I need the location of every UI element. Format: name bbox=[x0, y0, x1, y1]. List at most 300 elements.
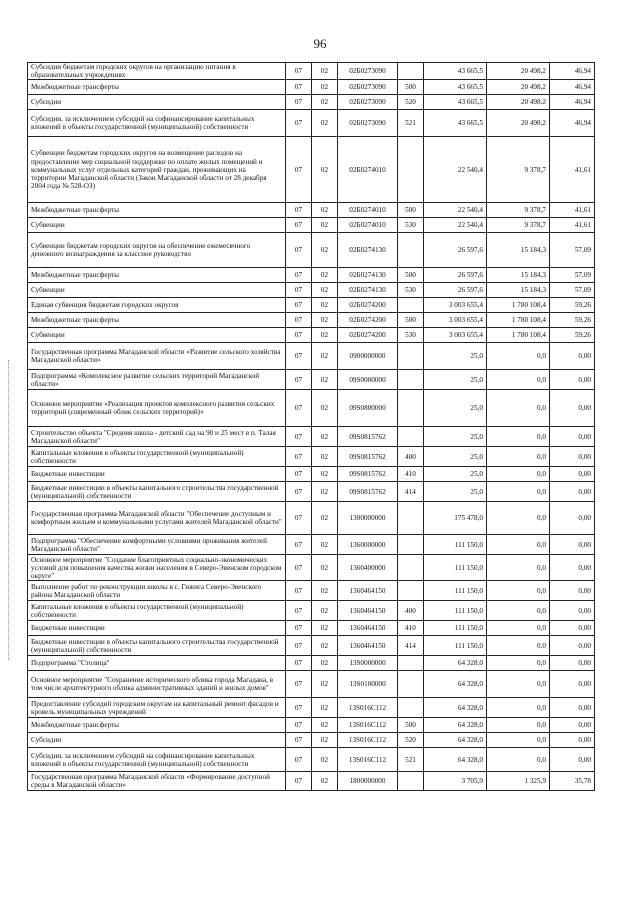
row-pct: 46,94 bbox=[550, 110, 595, 137]
row-pct: 59,26 bbox=[550, 328, 595, 343]
row-plan: 3 705,9 bbox=[424, 772, 487, 791]
row-pr: 02 bbox=[312, 298, 338, 313]
row-csr: 1300000000 bbox=[338, 502, 398, 535]
row-pct: 0,00 bbox=[550, 621, 595, 636]
row-plan: 25,0 bbox=[424, 467, 487, 482]
row-rz: 07 bbox=[286, 203, 312, 218]
table-row bbox=[28, 502, 595, 535]
table-row bbox=[28, 772, 595, 791]
row-plan: 111 150,0 bbox=[424, 555, 487, 581]
row-exec: 15 184,3 bbox=[487, 283, 550, 298]
row-exec: 0,0 bbox=[487, 390, 550, 427]
row-rz: 07 bbox=[286, 298, 312, 313]
table-row bbox=[28, 698, 595, 718]
row-pr: 02 bbox=[312, 698, 338, 718]
row-pct: 0,00 bbox=[550, 535, 595, 555]
row-name: Выполнение работ по реконструкции школы в с. Гижига Северо-Эвенского района Магаданской области bbox=[28, 581, 286, 601]
row-rz: 07 bbox=[286, 636, 312, 656]
row-rz: 07 bbox=[286, 482, 312, 502]
row-csr: 13S016C112 bbox=[338, 698, 398, 718]
row-csr: 02Б0273090 bbox=[338, 80, 398, 95]
row-pr: 02 bbox=[312, 581, 338, 601]
row-csr: 1360464150 bbox=[338, 581, 398, 601]
row-exec: 0,0 bbox=[487, 621, 550, 636]
budget-table bbox=[27, 62, 595, 791]
row-rz: 07 bbox=[286, 621, 312, 636]
row-name: Межбюджетные трансферты bbox=[28, 203, 286, 218]
row-exec: 20 498,2 bbox=[487, 95, 550, 110]
row-exec: 0,0 bbox=[487, 502, 550, 535]
row-pr: 02 bbox=[312, 621, 338, 636]
table-row bbox=[28, 555, 595, 581]
row-pct: 0,00 bbox=[550, 718, 595, 733]
row-exec: 1 780 108,4 bbox=[487, 298, 550, 313]
row-rz: 07 bbox=[286, 733, 312, 748]
row-plan: 22 540,4 bbox=[424, 218, 487, 233]
row-vr: 530 bbox=[398, 328, 424, 343]
row-pct: 0,00 bbox=[550, 482, 595, 502]
row-plan: 64 328,0 bbox=[424, 698, 487, 718]
row-pr: 02 bbox=[312, 502, 338, 535]
row-plan: 26 597,6 bbox=[424, 283, 487, 298]
row-plan: 25,0 bbox=[424, 482, 487, 502]
row-rz: 07 bbox=[286, 748, 312, 772]
row-csr: 09S0800000 bbox=[338, 390, 398, 427]
row-csr: 02Б0274200 bbox=[338, 298, 398, 313]
row-vr: 500 bbox=[398, 313, 424, 328]
row-name: Подпрограмма "Обеспечение комфортными условиями проживания жителей Магаданской области" bbox=[28, 535, 286, 555]
row-vr: 500 bbox=[398, 80, 424, 95]
row-pct: 0,00 bbox=[550, 555, 595, 581]
table-row bbox=[28, 656, 595, 671]
row-name: Основное мероприятие "Создание благоприятных социально-экономических условий для повышения качества жизни населения в Северо-Эвенском городском округе" bbox=[28, 555, 286, 581]
table-row bbox=[28, 636, 595, 656]
row-name: Субсидии, за исключением субсидий на софинансирование капитальных вложений в объекты государственной (муниципальной) собственности bbox=[28, 110, 286, 137]
row-plan: 26 597,6 bbox=[424, 268, 487, 283]
table-row bbox=[28, 390, 595, 427]
row-pr: 02 bbox=[312, 95, 338, 110]
row-exec: 0,0 bbox=[487, 601, 550, 621]
row-vr bbox=[398, 502, 424, 535]
row-pr: 02 bbox=[312, 283, 338, 298]
row-vr: 521 bbox=[398, 748, 424, 772]
row-pct: 46,94 bbox=[550, 80, 595, 95]
row-exec: 20 498,2 bbox=[487, 110, 550, 137]
row-vr bbox=[398, 233, 424, 268]
row-csr: 1360464150 bbox=[338, 621, 398, 636]
table-row bbox=[28, 313, 595, 328]
row-pr: 02 bbox=[312, 671, 338, 698]
row-rz: 07 bbox=[286, 447, 312, 467]
row-csr: 13S0100000 bbox=[338, 671, 398, 698]
row-vr bbox=[398, 698, 424, 718]
row-pct: 0,00 bbox=[550, 656, 595, 671]
row-pr: 02 bbox=[312, 482, 338, 502]
row-exec: 9 378,7 bbox=[487, 137, 550, 203]
row-csr: 02Б0274200 bbox=[338, 328, 398, 343]
row-vr bbox=[398, 298, 424, 313]
row-vr: 400 bbox=[398, 601, 424, 621]
row-rz: 07 bbox=[286, 502, 312, 535]
row-vr: 520 bbox=[398, 95, 424, 110]
row-plan: 25,0 bbox=[424, 390, 487, 427]
row-pr: 02 bbox=[312, 328, 338, 343]
row-rz: 07 bbox=[286, 218, 312, 233]
row-pct: 41,61 bbox=[550, 218, 595, 233]
row-pr: 02 bbox=[312, 343, 338, 370]
table-row bbox=[28, 671, 595, 698]
row-vr bbox=[398, 656, 424, 671]
row-exec: 0,0 bbox=[487, 671, 550, 698]
row-pct: 0,00 bbox=[550, 601, 595, 621]
row-rz: 07 bbox=[286, 718, 312, 733]
row-exec: 0,0 bbox=[487, 733, 550, 748]
row-vr: 500 bbox=[398, 718, 424, 733]
row-csr: 1360464150 bbox=[338, 601, 398, 621]
row-exec: 0,0 bbox=[487, 467, 550, 482]
table-row bbox=[28, 203, 595, 218]
row-rz: 07 bbox=[286, 390, 312, 427]
row-csr: 0900000000 bbox=[338, 343, 398, 370]
row-plan: 175 478,0 bbox=[424, 502, 487, 535]
row-pct: 41,61 bbox=[550, 137, 595, 203]
row-rz: 07 bbox=[286, 233, 312, 268]
row-pr: 02 bbox=[312, 601, 338, 621]
row-pr: 02 bbox=[312, 772, 338, 791]
row-pct: 0,00 bbox=[550, 636, 595, 656]
table-row bbox=[28, 535, 595, 555]
row-pct: 0,00 bbox=[550, 581, 595, 601]
row-plan: 3 003 655,4 bbox=[424, 298, 487, 313]
table-row bbox=[28, 95, 595, 110]
row-pr: 02 bbox=[312, 467, 338, 482]
row-exec: 0,0 bbox=[487, 581, 550, 601]
table-row bbox=[28, 601, 595, 621]
row-name: Государственная программа Магаданской области «Развитие сельского хозяйства Магаданской области» bbox=[28, 343, 286, 370]
row-vr bbox=[398, 343, 424, 370]
row-csr: 02Б0273090 bbox=[338, 110, 398, 137]
row-pr: 02 bbox=[312, 110, 338, 137]
row-rz: 07 bbox=[286, 268, 312, 283]
row-vr bbox=[398, 390, 424, 427]
row-pct: 0,00 bbox=[550, 343, 595, 370]
row-pct: 35,78 bbox=[550, 772, 595, 791]
row-csr: 02Б0273090 bbox=[338, 95, 398, 110]
table-row bbox=[28, 581, 595, 601]
row-pr: 02 bbox=[312, 555, 338, 581]
row-pr: 02 bbox=[312, 233, 338, 268]
row-pr: 02 bbox=[312, 427, 338, 447]
row-rz: 07 bbox=[286, 137, 312, 203]
row-csr: 1800000000 bbox=[338, 772, 398, 791]
row-name: Бюджетные инвестиции bbox=[28, 621, 286, 636]
row-vr bbox=[398, 535, 424, 555]
row-plan: 43 665,5 bbox=[424, 80, 487, 95]
row-pct: 0,00 bbox=[550, 467, 595, 482]
row-exec: 0,0 bbox=[487, 656, 550, 671]
row-pr: 02 bbox=[312, 218, 338, 233]
row-rz: 07 bbox=[286, 63, 312, 80]
row-exec: 0,0 bbox=[487, 482, 550, 502]
row-pct: 0,00 bbox=[550, 502, 595, 535]
row-plan: 111 150,0 bbox=[424, 636, 487, 656]
row-name: Подпрограмма «Комплексное развитие сельских территорий Магаданской области» bbox=[28, 370, 286, 390]
row-pr: 02 bbox=[312, 63, 338, 80]
row-csr: 02Б0274010 bbox=[338, 218, 398, 233]
row-pr: 02 bbox=[312, 203, 338, 218]
table-row bbox=[28, 283, 595, 298]
row-vr: 521 bbox=[398, 110, 424, 137]
row-csr: 1360400000 bbox=[338, 555, 398, 581]
table-row bbox=[28, 343, 595, 370]
row-exec: 1 325,9 bbox=[487, 772, 550, 791]
row-rz: 07 bbox=[286, 601, 312, 621]
row-pct: 57,09 bbox=[550, 233, 595, 268]
row-plan: 111 150,0 bbox=[424, 601, 487, 621]
row-csr: 09S0815762 bbox=[338, 467, 398, 482]
row-pr: 02 bbox=[312, 636, 338, 656]
row-vr: 400 bbox=[398, 447, 424, 467]
row-csr: 02Б0273090 bbox=[338, 63, 398, 80]
table-row bbox=[28, 482, 595, 502]
row-pct: 46,94 bbox=[550, 63, 595, 80]
row-csr: 13S0000000 bbox=[338, 656, 398, 671]
row-name: Межбюджетные трансферты bbox=[28, 313, 286, 328]
row-vr: 530 bbox=[398, 218, 424, 233]
row-name: Субсидии bbox=[28, 733, 286, 748]
row-name: Субвенции bbox=[28, 328, 286, 343]
row-exec: 1 780 108,4 bbox=[487, 328, 550, 343]
row-name: Подпрограмма "Столица" bbox=[28, 656, 286, 671]
table-row bbox=[28, 328, 595, 343]
row-pct: 0,00 bbox=[550, 427, 595, 447]
row-plan: 3 003 655,4 bbox=[424, 328, 487, 343]
row-rz: 07 bbox=[286, 535, 312, 555]
row-csr: 09S0815762 bbox=[338, 427, 398, 447]
row-vr: 530 bbox=[398, 283, 424, 298]
row-plan: 64 328,0 bbox=[424, 748, 487, 772]
row-csr: 13S016C112 bbox=[338, 748, 398, 772]
row-exec: 15 184,3 bbox=[487, 233, 550, 268]
row-plan: 3 003 655,4 bbox=[424, 313, 487, 328]
table-row bbox=[28, 718, 595, 733]
row-name: Капитальные вложения в объекты государственной (муниципальной) собственности bbox=[28, 447, 286, 467]
row-vr bbox=[398, 555, 424, 581]
row-name: Капитальные вложения в объекты государственной (муниципальной) собственности bbox=[28, 601, 286, 621]
row-pr: 02 bbox=[312, 656, 338, 671]
table-row bbox=[28, 298, 595, 313]
row-rz: 07 bbox=[286, 581, 312, 601]
row-plan: 25,0 bbox=[424, 447, 487, 467]
row-vr bbox=[398, 427, 424, 447]
row-name: Субсидии, за исключением субсидий на софинансирование капитальных вложений в объекты государственной (муниципальной) собственности bbox=[28, 748, 286, 772]
row-pr: 02 bbox=[312, 370, 338, 390]
row-exec: 0,0 bbox=[487, 427, 550, 447]
page-number: 96 bbox=[313, 36, 327, 51]
row-vr: 410 bbox=[398, 621, 424, 636]
row-plan: 43 665,5 bbox=[424, 63, 487, 80]
row-rz: 07 bbox=[286, 328, 312, 343]
row-exec: 15 184,3 bbox=[487, 268, 550, 283]
row-rz: 07 bbox=[286, 656, 312, 671]
row-name: Субсидии бюджетам городских округов на организацию питания в образовательных учреждениях bbox=[28, 63, 286, 80]
row-plan: 111 150,0 bbox=[424, 535, 487, 555]
row-pr: 02 bbox=[312, 390, 338, 427]
row-exec: 0,0 bbox=[487, 447, 550, 467]
row-plan: 111 150,0 bbox=[424, 581, 487, 601]
row-exec: 1 780 108,4 bbox=[487, 313, 550, 328]
row-pr: 02 bbox=[312, 733, 338, 748]
row-pct: 0,00 bbox=[550, 671, 595, 698]
row-vr bbox=[398, 772, 424, 791]
row-csr: 02Б0274010 bbox=[338, 203, 398, 218]
row-name: Государственная программа Магаданской области «Формирование доступной среды в Магаданской области» bbox=[28, 772, 286, 791]
row-vr: 500 bbox=[398, 203, 424, 218]
row-rz: 07 bbox=[286, 427, 312, 447]
row-vr: 414 bbox=[398, 482, 424, 502]
row-pr: 02 bbox=[312, 80, 338, 95]
table-row bbox=[28, 63, 595, 80]
row-name: Бюджетные инвестиции bbox=[28, 467, 286, 482]
row-exec: 20 498,2 bbox=[487, 63, 550, 80]
row-name: Межбюджетные трансферты bbox=[28, 718, 286, 733]
row-rz: 07 bbox=[286, 772, 312, 791]
row-plan: 22 540,4 bbox=[424, 203, 487, 218]
row-plan: 43 665,5 bbox=[424, 95, 487, 110]
row-vr bbox=[398, 137, 424, 203]
row-name: Строительство объекта "Средняя школа - детский сад на 90 и 25 мест в п. Талая Магаданской области" bbox=[28, 427, 286, 447]
row-csr: 02Б0274130 bbox=[338, 268, 398, 283]
row-pr: 02 bbox=[312, 447, 338, 467]
row-exec: 0,0 bbox=[487, 718, 550, 733]
row-rz: 07 bbox=[286, 95, 312, 110]
row-exec: 0,0 bbox=[487, 370, 550, 390]
row-pct: 57,09 bbox=[550, 283, 595, 298]
table-row bbox=[28, 218, 595, 233]
row-csr: 1360000000 bbox=[338, 535, 398, 555]
row-rz: 07 bbox=[286, 370, 312, 390]
row-exec: 0,0 bbox=[487, 748, 550, 772]
table-row bbox=[28, 137, 595, 203]
row-plan: 111 150,0 bbox=[424, 621, 487, 636]
row-vr bbox=[398, 370, 424, 390]
table-row bbox=[28, 447, 595, 467]
row-name: Основное мероприятие «Реализация проектов комплексного развития сельских территорий (современный облик сельских территорий)» bbox=[28, 390, 286, 427]
table-row bbox=[28, 233, 595, 268]
row-plan: 25,0 bbox=[424, 343, 487, 370]
row-csr: 09S0815762 bbox=[338, 482, 398, 502]
row-pr: 02 bbox=[312, 718, 338, 733]
row-name: Межбюджетные трансферты bbox=[28, 268, 286, 283]
row-pct: 0,00 bbox=[550, 370, 595, 390]
row-rz: 07 bbox=[286, 110, 312, 137]
row-exec: 0,0 bbox=[487, 535, 550, 555]
row-rz: 07 bbox=[286, 671, 312, 698]
row-exec: 9 378,7 bbox=[487, 218, 550, 233]
row-pr: 02 bbox=[312, 268, 338, 283]
row-csr: 13S016C112 bbox=[338, 718, 398, 733]
row-name: Предоставление субсидий городским округам на капитальный ремонт фасадов и кровель муниципальных учреждений bbox=[28, 698, 286, 718]
row-exec: 0,0 bbox=[487, 343, 550, 370]
row-csr: 09S0815762 bbox=[338, 447, 398, 467]
row-csr: 1360464150 bbox=[338, 636, 398, 656]
row-csr: 02Б0274010 bbox=[338, 137, 398, 203]
row-pct: 0,00 bbox=[550, 748, 595, 772]
row-plan: 26 597,6 bbox=[424, 233, 487, 268]
row-plan: 22 540,4 bbox=[424, 137, 487, 203]
row-exec: 0,0 bbox=[487, 555, 550, 581]
table-row bbox=[28, 268, 595, 283]
row-exec: 0,0 bbox=[487, 636, 550, 656]
table-row bbox=[28, 748, 595, 772]
table-row bbox=[28, 467, 595, 482]
row-name: Субвенции bbox=[28, 218, 286, 233]
row-rz: 07 bbox=[286, 343, 312, 370]
row-rz: 07 bbox=[286, 555, 312, 581]
scan-edge-mark bbox=[8, 360, 10, 660]
table-row bbox=[28, 621, 595, 636]
row-name: Межбюджетные трансферты bbox=[28, 80, 286, 95]
row-name: Субсидии bbox=[28, 95, 286, 110]
row-rz: 07 bbox=[286, 698, 312, 718]
row-pct: 41,61 bbox=[550, 203, 595, 218]
table-row bbox=[28, 370, 595, 390]
row-rz: 07 bbox=[286, 80, 312, 95]
row-pct: 0,00 bbox=[550, 733, 595, 748]
row-vr bbox=[398, 671, 424, 698]
row-rz: 07 bbox=[286, 313, 312, 328]
row-pct: 46,94 bbox=[550, 95, 595, 110]
row-csr: 02Б0274200 bbox=[338, 313, 398, 328]
row-vr: 500 bbox=[398, 268, 424, 283]
row-name: Государственная программа Магаданской области "Обеспечение доступным и комфортным жильем и коммунальными услугами жителей Магаданской области" bbox=[28, 502, 286, 535]
row-exec: 20 498,2 bbox=[487, 80, 550, 95]
row-csr: 09S0000000 bbox=[338, 370, 398, 390]
row-vr: 414 bbox=[398, 636, 424, 656]
row-name: Бюджетные инвестиции в объекты капитального строительства государственной (муниципальной) собственности bbox=[28, 482, 286, 502]
row-plan: 64 328,0 bbox=[424, 671, 487, 698]
row-name: Единая субвенция бюджетам городских округов bbox=[28, 298, 286, 313]
row-vr bbox=[398, 581, 424, 601]
table-row bbox=[28, 110, 595, 137]
row-plan: 64 328,0 bbox=[424, 718, 487, 733]
row-pr: 02 bbox=[312, 535, 338, 555]
table-row bbox=[28, 427, 595, 447]
row-pr: 02 bbox=[312, 313, 338, 328]
row-name: Субвенции бюджетам городских округов на возмещение расходов на предоставление мер социальной поддержки по оплате жилых помещений и коммунальных услуг отдельных категорий граждан, проживающих на территории Магаданской области (Закон Магаданской области от 28 декабря 2004 года № 528-ОЗ) bbox=[28, 137, 286, 203]
row-pr: 02 bbox=[312, 137, 338, 203]
row-vr: 410 bbox=[398, 467, 424, 482]
row-pct: 0,00 bbox=[550, 447, 595, 467]
row-csr: 02Б0274130 bbox=[338, 233, 398, 268]
row-rz: 07 bbox=[286, 283, 312, 298]
row-name: Субвенции bbox=[28, 283, 286, 298]
row-plan: 25,0 bbox=[424, 427, 487, 447]
row-vr bbox=[398, 63, 424, 80]
row-plan: 25,0 bbox=[424, 370, 487, 390]
table-row bbox=[28, 80, 595, 95]
row-pr: 02 bbox=[312, 748, 338, 772]
budget-table-body bbox=[28, 63, 595, 791]
row-pct: 57,09 bbox=[550, 268, 595, 283]
row-pct: 0,00 bbox=[550, 390, 595, 427]
table-row bbox=[28, 733, 595, 748]
row-plan: 64 328,0 bbox=[424, 656, 487, 671]
row-exec: 0,0 bbox=[487, 698, 550, 718]
row-csr: 13S016C112 bbox=[338, 733, 398, 748]
row-name: Основное мероприятие "Сохранение исторического облика города Магадана, в том числе архитектурного облика административных зданий и жилых домов" bbox=[28, 671, 286, 698]
row-exec: 9 378,7 bbox=[487, 203, 550, 218]
